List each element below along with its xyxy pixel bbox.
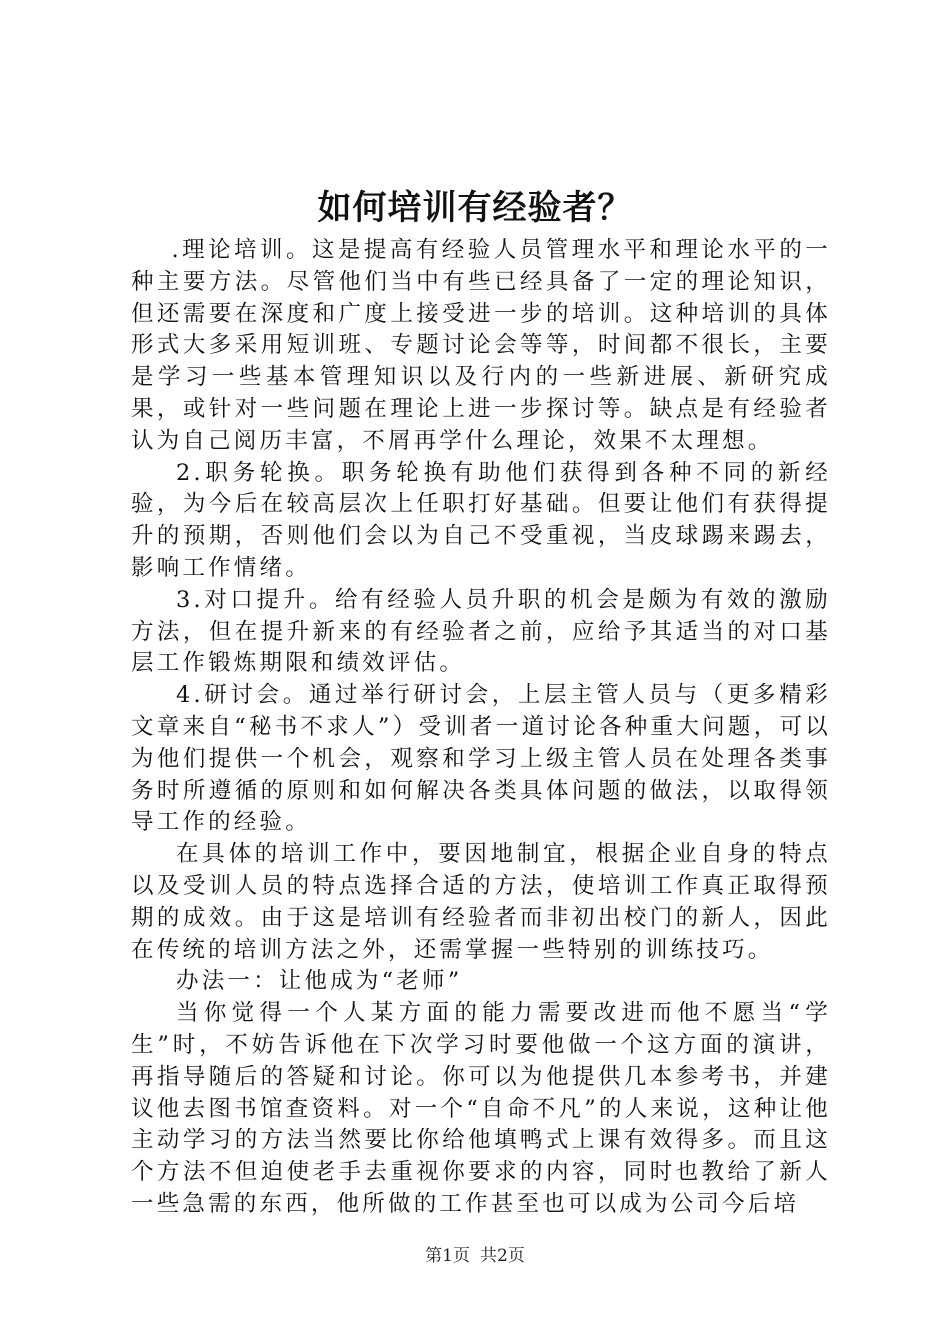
document-body xyxy=(131,235,831,1221)
paragraph: 在具体的培训工作中，要因地制宜，根据企业自身的特点以及受训人员的特点选择合适的方法，使培训工作真正取得预期的成效。由于这是培训有经验者而非初出校门的新人，因此在传统的培训方法之外，还需掌握一些特别的训练技巧。 xyxy=(131,841,831,963)
page-footer xyxy=(0,1244,950,1268)
paragraph: 4.研讨会。通过举行研讨会，上层主管人员与（更多精彩文章来自“秘书不求人”）受训者一道讨论各种重大问题，可以为他们提供一个机会，观察和学习上级主管人员在处理各类事务时所遵循的原则和如何解决各类具体问题的做法，以取得领导工作的经验。 xyxy=(131,682,831,836)
paragraph: 3.对口提升。给有经验人员升职的机会是颇为有效的激励方法，但在提升新来的有经验者之前，应给予其适当的对口基层工作锻炼期限和绩效评估。 xyxy=(131,586,831,677)
paragraph: 2.职务轮换。职务轮换有助他们获得到各种不同的新经验，为今后在较高层次上任职打好基础。但要让他们有获得提升的预期，否则他们会以为自己不受重视，当皮球踢来踢去，影响工作情绪。 xyxy=(131,459,831,581)
document-title: 如何培训有经验者？ xyxy=(317,188,633,228)
page-number: 第1页 xyxy=(425,1246,470,1266)
section-heading: 办法一：让他成为“老师” xyxy=(176,968,463,995)
paragraph: 当你觉得一个人某方面的能力需要改进而他不愿当“学生”时，不妨告诉他在下次学习时要他做一个这方面的演讲，再指导随后的答疑和讨论。你可以为他提供几本参考书，并建议他去图书馆查资料。对一个“自命不凡”的人来说，这种让他主动学习的方法当然要比你给他填鸭式上课有效得多。而且这个方法不但迫使老手去重视你要求的内容，同时也教给了新人一些急需的东西，他所做的工作甚至也可以成为公司今后培 xyxy=(131,1000,831,1217)
page-total: 共2页 xyxy=(480,1246,525,1266)
paragraph: .理论培训。这是提高有经验人员管理水平和理论水平的一种主要方法。尽管他们当中有些已经具备了一定的理论知识，但还需要在深度和广度上接受进一步的培训。这种培训的具体形式大多采用短训班、专题讨论会等等，时间都不很长，主要是学习一些基本管理知识以及行内的一些新进展、新研究成果，或针对一些问题在理论上进一步探讨等。缺点是有经验者认为自己阅历丰富，不屑再学什么理论，效果不太理想。 xyxy=(131,237,831,454)
